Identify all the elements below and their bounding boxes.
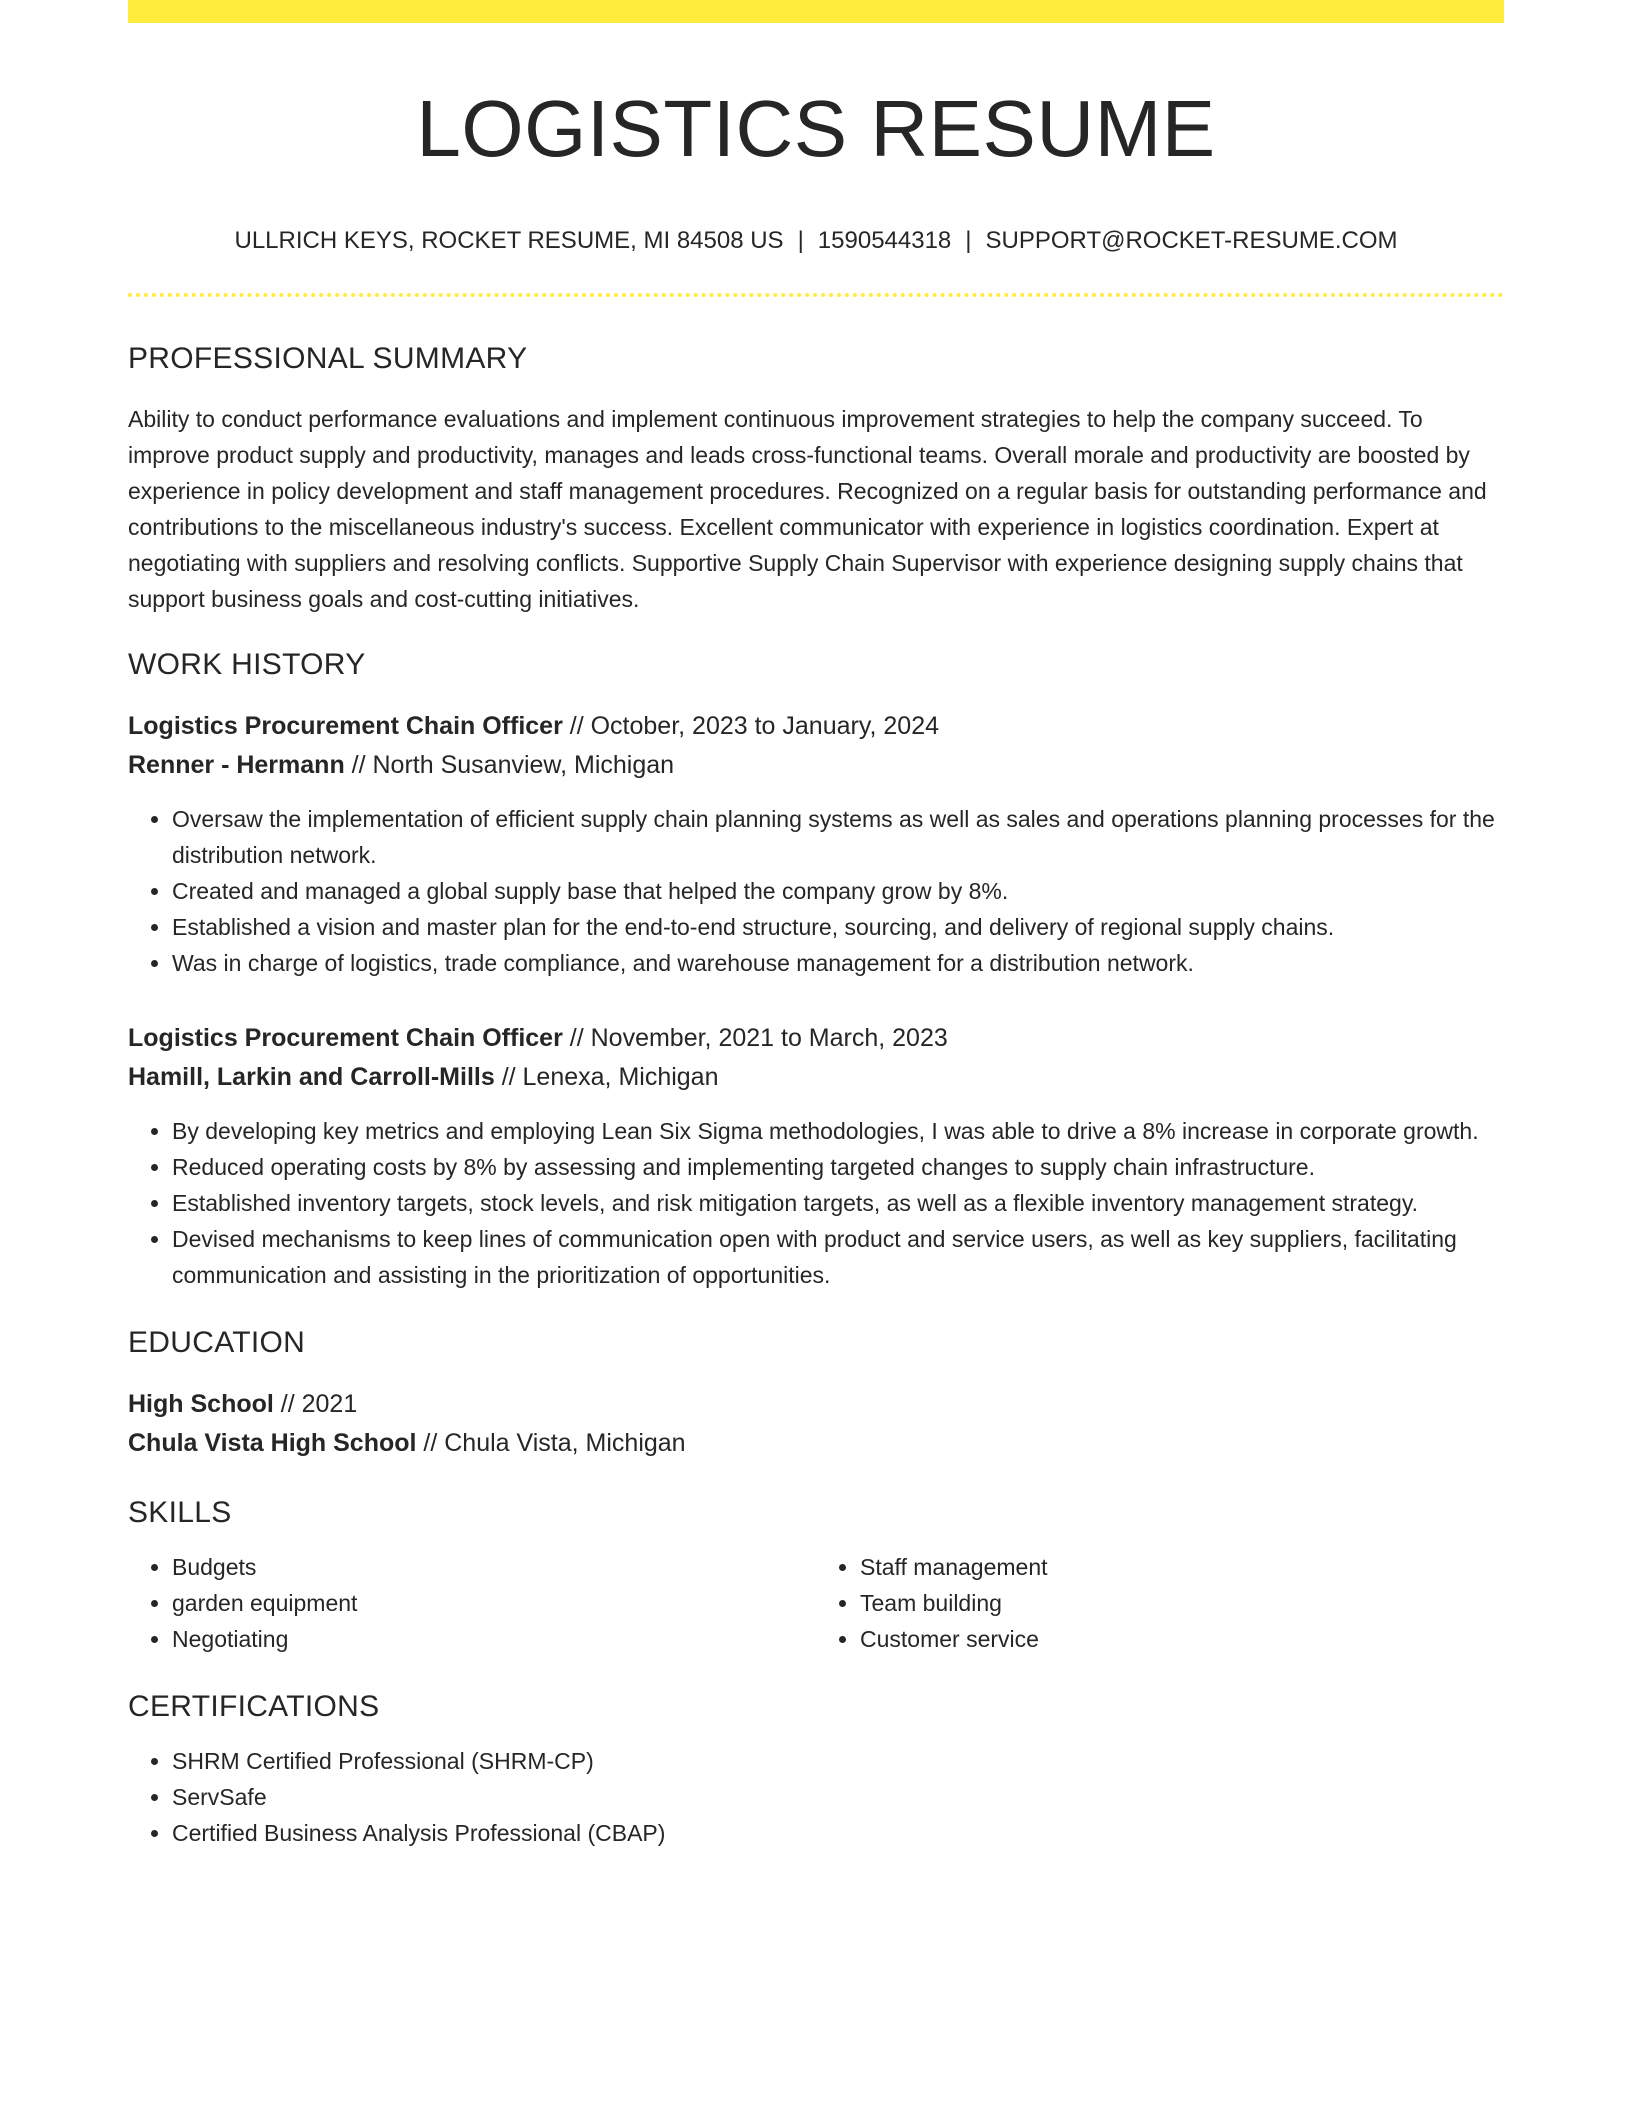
job-location: // North Susanview, Michigan [344, 751, 675, 779]
list-item: • Established inventory targets, stock levels, and risk mitigation targets, as well as a flexible inventory management strategy. [172, 1185, 1504, 1221]
list-item: • Staff management [860, 1549, 1504, 1585]
top-accent-bar [128, 0, 1504, 23]
contact-line [128, 225, 1504, 257]
list-item: • garden equipment [172, 1585, 816, 1621]
job-role-line [128, 707, 1504, 746]
job-role: Logistics Procurement Chain Officer [128, 1024, 563, 1052]
list-item: • Oversaw the implementation of efficient supply chain planning systems as well as sales and operations planning processes for the distribution network. [172, 801, 1504, 873]
job-company-line [128, 746, 1504, 785]
contact-email: SUPPORT@ROCKET-RESUME.COM [985, 227, 1398, 254]
contact-separator: | [797, 227, 804, 254]
job-dates: // November, 2021 to March, 2023 [562, 1024, 948, 1052]
contact-phone: 1590544318 [817, 227, 952, 254]
education-year: // 2021 [273, 1390, 358, 1418]
job-entry [128, 707, 1504, 981]
list-item: • Certified Business Analysis Professional (CBAP) [172, 1815, 1504, 1851]
dotted-divider [128, 293, 1504, 297]
list-item: • Customer service [860, 1621, 1504, 1657]
education-school: Chula Vista High School [128, 1429, 417, 1457]
skills-heading: SKILLS [128, 1496, 232, 1529]
job-bullets [128, 1113, 1504, 1293]
job-role-line [128, 1019, 1504, 1058]
contact-separator: | [965, 227, 972, 254]
education-location: // Chula Vista, Michigan [416, 1429, 686, 1457]
list-item: • SHRM Certified Professional (SHRM-CP) [172, 1743, 1504, 1779]
list-item: • Reduced operating costs by 8% by assessing and implementing targeted changes to supply chain infrastructure. [172, 1149, 1504, 1185]
list-item: • Created and managed a global supply base that helped the company grow by 8%. [172, 873, 1504, 909]
certifications-heading: CERTIFICATIONS [128, 1690, 380, 1723]
summary-heading: PROFESSIONAL SUMMARY [128, 342, 528, 375]
list-item: • Team building [860, 1585, 1504, 1621]
contact-address: ULLRICH KEYS, ROCKET RESUME, MI 84508 US [234, 227, 784, 254]
list-item: • Devised mechanisms to keep lines of communication open with product and service users, as well as key suppliers, facilitating communication and assisting in the prioritization of opportunities. [172, 1221, 1504, 1293]
job-role: Logistics Procurement Chain Officer [128, 712, 563, 740]
resume-title: LOGISTICS RESUME [416, 84, 1216, 173]
job-location: // Lenexa, Michigan [494, 1063, 719, 1091]
skills-left-column [128, 1549, 816, 1657]
education-entry [128, 1385, 1504, 1463]
education-heading: EDUCATION [128, 1326, 306, 1359]
job-company: Renner - Hermann [128, 751, 345, 779]
job-bullets [128, 801, 1504, 981]
list-item: • ServSafe [172, 1779, 1504, 1815]
job-dates: // October, 2023 to January, 2024 [562, 712, 939, 740]
certifications-list [128, 1743, 1504, 1851]
work-history-heading: WORK HISTORY [128, 648, 366, 681]
list-item: • Budgets [172, 1549, 816, 1585]
job-entry [128, 1019, 1504, 1293]
skills-right-column [816, 1549, 1504, 1657]
education-degree-line [128, 1385, 1504, 1424]
job-company-line [128, 1058, 1504, 1097]
job-company: Hamill, Larkin and Carroll-Mills [128, 1063, 495, 1091]
list-item: • Negotiating [172, 1621, 816, 1657]
list-item: • By developing key metrics and employing Lean Six Sigma methodologies, I was able to drive a 8% increase in corporate growth. [172, 1113, 1504, 1149]
skills-grid [128, 1549, 1504, 1657]
education-school-line [128, 1424, 1504, 1463]
list-item: • Was in charge of logistics, trade compliance, and warehouse management for a distribution network. [172, 945, 1504, 981]
list-item: • Established a vision and master plan for the end-to-end structure, sourcing, and delivery of regional supply chains. [172, 909, 1504, 945]
summary-text: Ability to conduct performance evaluations and implement continuous improvement strategies to help the company succeed. To improve product supply and productivity, manages and leads cross-functional teams. Overall morale and productivity are boosted by experience in policy development and staff management procedures. Recognized on a regular basis for outstanding performance and contributions to the miscellaneous industry's success. Excellent communicator with experience in logistics coordination. Expert at negotiating with suppliers and resolving conflicts. Supportive Supply Chain Supervisor with experience designing supply chains that support business goals and cost-cutting initiatives. [128, 406, 1487, 612]
education-degree: High School [128, 1390, 274, 1418]
resume-page [128, 0, 1504, 1851]
